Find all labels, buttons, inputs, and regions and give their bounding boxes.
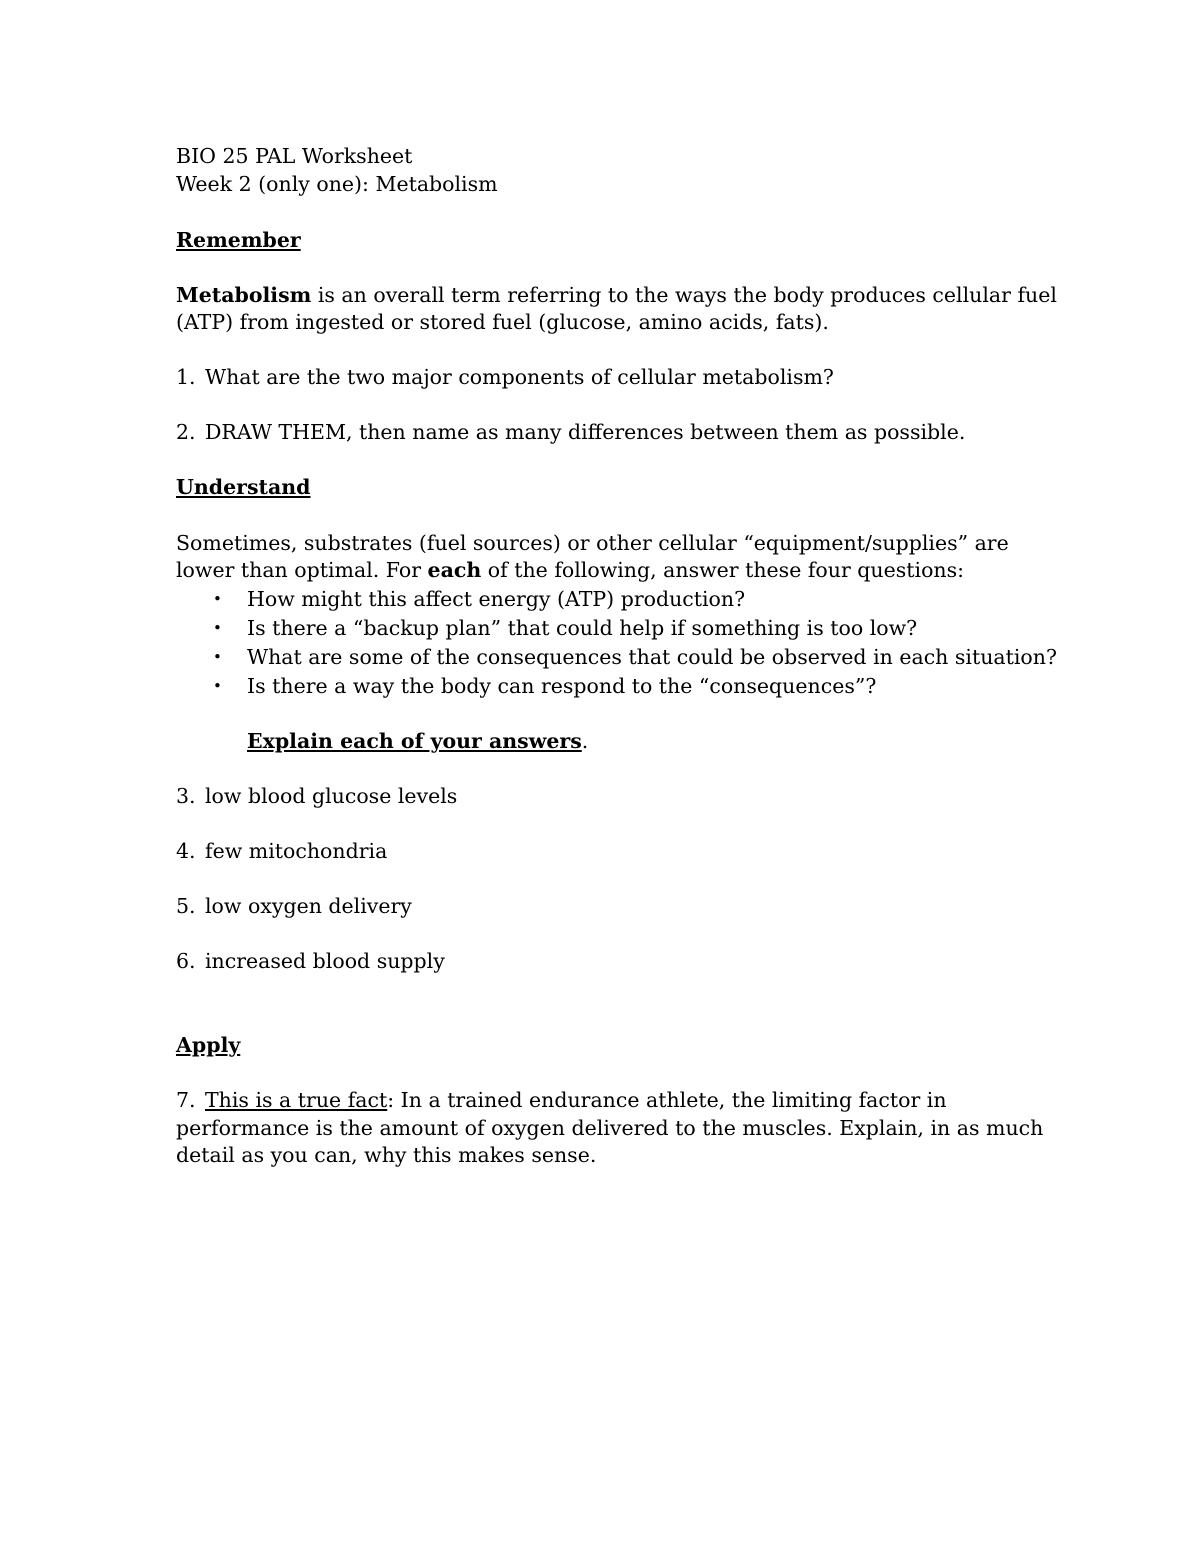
- understand-intro-line-2: [176, 556, 964, 584]
- metabolism-definition-text: is an overall term referring to the ways the body produces cellular fuel: [311, 283, 1057, 307]
- worksheet-subtitle: Week 2 (only one): Metabolism: [176, 172, 498, 196]
- question-text: DRAW THEM, then name as many differences between them as possible.: [205, 420, 966, 444]
- intro-text-pre: lower than optimal. For: [176, 558, 428, 582]
- intro-text-each: each: [427, 558, 482, 582]
- explain-instruction: [247, 727, 588, 755]
- worksheet-title: BIO 25 PAL Worksheet: [176, 144, 413, 168]
- remember-heading: Remember: [176, 228, 301, 252]
- understand-intro-line-1: Sometimes, substrates (fuel sources) or other cellular “equipment/supplies” are: [176, 531, 1009, 555]
- question-text: increased blood supply: [205, 949, 445, 973]
- explain-period: .: [581, 729, 589, 753]
- question-number: 4.: [176, 839, 196, 863]
- question-text: low blood glucose levels: [205, 784, 458, 808]
- understand-heading: Understand: [176, 475, 311, 499]
- question-number: 5.: [176, 894, 196, 918]
- bullet-icon: •: [213, 648, 222, 666]
- bullet-item-3: What are some of the consequences that could be observed in each situation?: [247, 645, 1057, 669]
- bullet-item-2: Is there a “backup plan” that could help if something is too low?: [247, 616, 918, 640]
- metabolism-term: Metabolism: [176, 283, 312, 307]
- intro-text-post: of the following, answer these four questions:: [481, 558, 965, 582]
- question-text: What are the two major components of cellular metabolism?: [205, 365, 834, 389]
- question-7-line-2: performance is the amount of oxygen delivered to the muscles. Explain, in as much: [176, 1116, 1044, 1140]
- question-7-line-1: [176, 1086, 947, 1114]
- question-5: [176, 892, 412, 920]
- question-number: 3.: [176, 784, 196, 808]
- question-number: 1.: [176, 365, 196, 389]
- bullet-icon: •: [213, 677, 222, 695]
- question-7-line-3: detail as you can, why this makes sense.: [176, 1143, 597, 1167]
- bullet-item-4: Is there a way the body can respond to the “consequences”?: [247, 674, 877, 698]
- question-text: low oxygen delivery: [205, 894, 412, 918]
- metabolism-definition-line-2: (ATP) from ingested or stored fuel (glucose, amino acids, fats).: [176, 310, 829, 334]
- question-number: 7.: [176, 1088, 196, 1112]
- question-7-text: : In a trained endurance athlete, the limiting factor in: [387, 1088, 947, 1112]
- question-1: [176, 363, 834, 391]
- bullet-icon: •: [213, 619, 222, 637]
- apply-heading: Apply: [176, 1033, 241, 1057]
- true-fact-label: This is a true fact: [205, 1088, 388, 1112]
- question-2: [176, 418, 965, 446]
- question-4: [176, 837, 387, 865]
- question-number: 2.: [176, 420, 196, 444]
- question-6: [176, 947, 445, 975]
- bullet-item-1: How might this affect energy (ATP) production?: [247, 587, 746, 611]
- question-text: few mitochondria: [205, 839, 388, 863]
- question-number: 6.: [176, 949, 196, 973]
- metabolism-definition-line-1: [176, 281, 1057, 309]
- explain-text: Explain each of your answers: [247, 729, 582, 753]
- question-3: [176, 782, 457, 810]
- bullet-icon: •: [213, 590, 222, 608]
